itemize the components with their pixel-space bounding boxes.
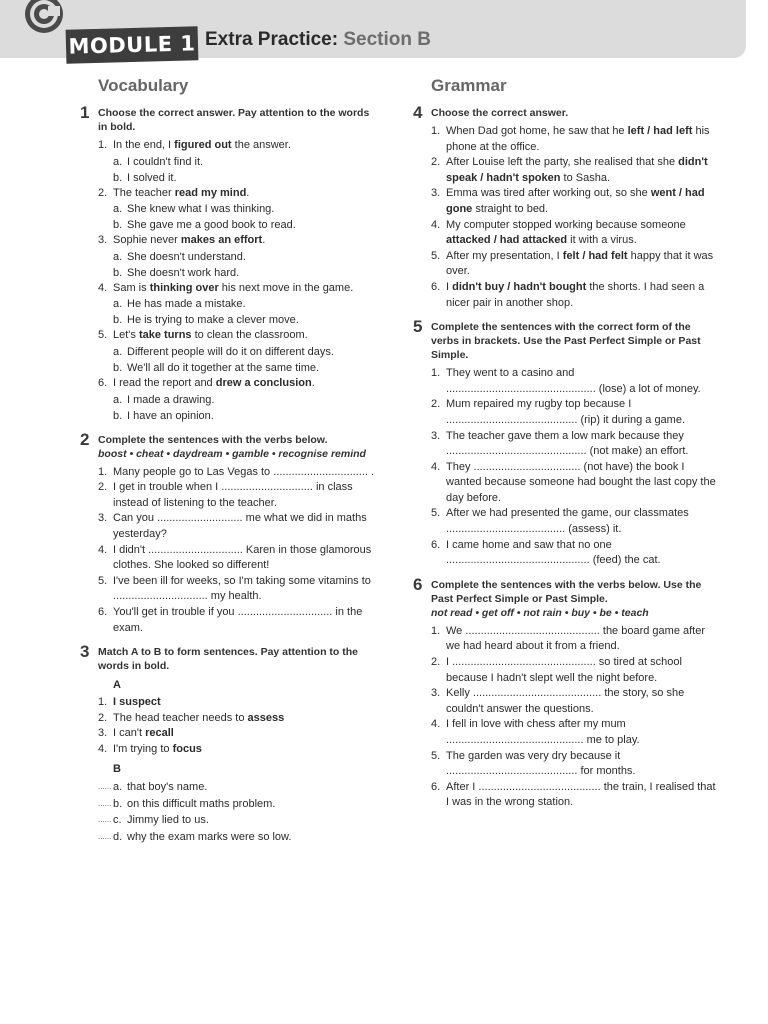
bold-phrase: makes an effort (180, 234, 263, 247)
question-text (446, 249, 718, 280)
question-text-pre: When Dad got home, he saw that he (446, 125, 628, 137)
question-number: 3. (431, 687, 441, 700)
column-a-list (98, 695, 380, 757)
question-row (98, 605, 380, 636)
column-b-item (98, 779, 380, 796)
question-number: 2. (431, 398, 441, 411)
question-row (98, 376, 380, 392)
answer-option-a[interactable] (98, 344, 380, 360)
question-number: 5. (98, 574, 108, 587)
question-text (446, 186, 718, 217)
question-number: 5. (98, 329, 108, 342)
question-text[interactable]: I've been ill for weeks, so I'm taking some vitamins to ............................... my health. (113, 574, 371, 603)
answer-option-b[interactable] (98, 408, 380, 424)
page-title (205, 29, 431, 51)
question-text-post: straight to bed. (472, 202, 549, 215)
bold-phrase: thinking over (149, 281, 219, 294)
question-text[interactable]: Mum repaired my rugby top because I ........................................... (rip) it during a game. (446, 398, 686, 426)
option-letter: a. (113, 345, 123, 358)
item-letter: b. (113, 797, 123, 810)
question-text-pre: After Louise left the party, she realised that she (446, 156, 679, 169)
question-text[interactable]: I ............................................... so tired at school because I hadn't slept well the night before. (446, 656, 682, 684)
option-letter: b. (113, 219, 123, 232)
question-row (431, 249, 718, 280)
question-number: 4. (431, 218, 441, 231)
option-letter: b. (113, 409, 123, 422)
column-b-item (98, 796, 380, 813)
question-number: 3. (431, 429, 441, 442)
question-row (98, 543, 380, 574)
bold-phrase: drew a conclusion (215, 376, 312, 389)
question-row (98, 511, 380, 542)
question-text[interactable]: Many people go to Las Vegas to ............................... . (113, 465, 375, 478)
question-number: 1. (431, 624, 441, 637)
question-text[interactable]: I get in trouble when I .............................. in class instead of listening to the teacher. (113, 481, 353, 509)
question-text[interactable]: Kelly .......................................... the story, so she couldn't answer the questions. (446, 687, 685, 715)
question-number: 3. (431, 187, 441, 200)
exercise-number: 3 (80, 642, 90, 662)
option-text: I couldn't find it. (127, 155, 204, 168)
question-row (431, 538, 718, 569)
option-letter: a. (113, 155, 123, 168)
question-text[interactable]: I didn't ............................... Karen in those glamorous clothes. She looked so different! (113, 543, 372, 572)
question-row (431, 686, 718, 717)
header-band (0, 0, 746, 58)
question-row (431, 124, 718, 155)
module-logo-icon (14, 0, 72, 36)
item-text: that boy's name. (127, 781, 208, 794)
option-letter: a. (113, 203, 123, 216)
question-row (431, 397, 718, 428)
exercise-6-questions (431, 624, 718, 811)
answer-blank[interactable]: ...... (98, 831, 112, 841)
answer-blank[interactable]: ...... (98, 815, 112, 825)
exercise-2 (80, 429, 380, 637)
question-number: 1. (98, 139, 108, 151)
bold-phrase: recall (145, 727, 174, 740)
question-text-post: happy that it was over. (446, 249, 714, 278)
question-text[interactable]: We ............................................ the board game after we had heard about it from a friend. (446, 624, 706, 653)
answer-option-b[interactable] (98, 217, 380, 233)
question-text (446, 124, 718, 155)
page-title-main: Extra Practice: (205, 29, 339, 50)
question-text-post: his next move in the game. (218, 281, 354, 294)
question-text-post: the shorts. I had seen a nicer pair in another shop. (446, 280, 705, 309)
question-row (431, 366, 718, 397)
option-text: I solved it. (127, 171, 177, 184)
question-text (446, 218, 718, 249)
question-text[interactable]: After we had presented the game, our classmates ....................................... (assess) it. (446, 507, 689, 536)
question-text-pre: I (446, 280, 453, 293)
question-row (431, 624, 718, 655)
answer-choice[interactable]: attacked / had attacked (446, 234, 568, 247)
question-number: 1. (431, 125, 441, 137)
item-text (113, 726, 380, 742)
exercise-instruction: Choose the correct answer. Pay attention to the words in bold. (98, 107, 370, 133)
question-text (113, 138, 380, 154)
exercise-number: 5 (413, 317, 423, 337)
vocabulary-column (80, 76, 380, 854)
answer-choice[interactable]: felt / had felt (562, 249, 628, 262)
exercise-instruction: Choose the correct answer. (431, 107, 569, 119)
exercise-3 (80, 642, 380, 845)
item-number: 3. (98, 727, 108, 740)
question-text (446, 280, 718, 311)
question-row (431, 749, 718, 780)
item-number: 1. (98, 696, 108, 709)
exercise-number: 2 (80, 429, 90, 449)
bold-phrase: take turns (138, 329, 192, 342)
item-text-pre: The head teacher needs to (113, 711, 248, 724)
question-text-pre: Emma was tired after working out, so she (446, 187, 651, 200)
exercise-instruction: Match A to B to form sentences. Pay attention to the words in bold. (98, 646, 358, 673)
item-text-pre: I'm trying to (113, 742, 173, 755)
bold-phrase: assess (247, 711, 285, 724)
item-text (113, 742, 380, 758)
question-text-post: . (311, 376, 315, 389)
column-a-item (98, 695, 380, 711)
question-text-post: to clean the classroom. (191, 329, 308, 342)
option-letter: b. (113, 314, 123, 327)
column-a-item (98, 742, 380, 758)
question-text-post: . (246, 186, 250, 199)
bold-phrase: focus (172, 742, 202, 755)
answer-blank[interactable]: ...... (98, 782, 112, 792)
question-row (431, 186, 718, 217)
exercise-instruction: Complete the sentences with the verbs below. (98, 433, 328, 446)
page-title-sub: Section B (343, 29, 431, 50)
question-number: 2. (98, 186, 108, 199)
item-number: 2. (98, 711, 108, 724)
exercise-number: 6 (413, 574, 423, 594)
question-row (431, 460, 718, 507)
question-row (431, 280, 718, 311)
question-text (113, 328, 380, 344)
answer-option-b[interactable] (98, 265, 380, 281)
question-text-post: . (262, 234, 266, 247)
question-number: 6. (431, 538, 441, 551)
question-row (98, 328, 380, 344)
question-number: 3. (98, 234, 108, 247)
question-text-post: his phone at the office. (446, 125, 710, 153)
question-number: 2. (431, 156, 441, 169)
column-a-heading: A (113, 679, 121, 692)
item-text: on this difficult maths problem. (127, 797, 276, 810)
bold-phrase: I suspect (113, 696, 161, 709)
question-row (98, 281, 380, 297)
option-text: I made a drawing. (127, 393, 215, 406)
exercise-1-questions (98, 138, 380, 424)
answer-option-a[interactable] (98, 392, 380, 408)
answer-option-b[interactable] (98, 170, 380, 186)
question-text-pre: The teacher (113, 186, 175, 199)
question-text-pre: My computer stopped working because someone (446, 218, 686, 231)
exercise-number: 4 (413, 103, 423, 122)
option-text: She gave me a good book to read. (127, 219, 296, 232)
question-text[interactable]: The teacher gave them a low mark because they .............................................. (not make) an effort. (446, 429, 689, 458)
answer-option-a[interactable] (98, 296, 380, 312)
question-number: 4. (431, 718, 441, 731)
item-letter: d. (113, 830, 123, 843)
bold-phrase: figured out (174, 139, 232, 151)
question-row (431, 717, 718, 748)
question-text-post: it with a virus. (567, 234, 637, 247)
item-text (113, 711, 380, 727)
answer-choice[interactable]: didn't speak / hadn't spoken (446, 156, 708, 184)
question-row (431, 506, 718, 537)
answer-choice[interactable]: went / had gone (446, 187, 705, 215)
column-b-item (98, 812, 380, 829)
answer-blank[interactable]: ...... (98, 798, 112, 808)
module-badge: MODULE 1 (66, 26, 199, 63)
question-text[interactable]: You'll get in trouble if you ............................... in the exam. (113, 605, 363, 634)
question-number: 5. (431, 249, 441, 262)
question-row (431, 218, 718, 249)
question-text-post: to Sasha. (560, 171, 611, 184)
question-text (113, 186, 380, 202)
answer-option-a[interactable] (98, 201, 380, 217)
word-bank: not read • get off • not rain • buy • be • teach (431, 606, 649, 619)
question-number: 4. (98, 543, 108, 556)
option-text: He is trying to make a clever move. (127, 314, 299, 327)
exercise-instruction: Complete the sentences with the verbs below. Use the Past Perfect Simple or Past Simple. (431, 578, 702, 605)
question-number: 4. (98, 281, 108, 294)
exercise-1 (80, 103, 380, 424)
question-text-pre: I read the report and (113, 376, 216, 389)
exercise-4-questions (431, 124, 718, 311)
question-text (446, 155, 718, 186)
question-text-pre: In the end, I (113, 139, 175, 151)
answer-option-b[interactable] (98, 360, 380, 376)
question-text (113, 281, 380, 297)
question-row (98, 233, 380, 249)
question-text[interactable]: They went to a casino and ................................................. (lose) a lot of money. (446, 367, 701, 395)
question-row (98, 574, 380, 605)
column-a-item (98, 726, 380, 742)
exercise-2-questions (98, 465, 380, 637)
option-letter: b. (113, 171, 123, 184)
exercise-5-questions (431, 366, 718, 569)
question-row (431, 780, 718, 811)
option-text: She doesn't understand. (127, 250, 246, 263)
question-text-post: the answer. (231, 139, 291, 151)
question-number: 6. (431, 280, 441, 293)
question-number: 5. (431, 507, 441, 520)
question-number: 3. (98, 512, 108, 525)
item-text-pre: I can't (113, 727, 146, 740)
option-text: He has made a mistake. (127, 298, 246, 311)
question-text[interactable]: Can you ............................ me what we did in maths yesterday? (113, 512, 367, 540)
bold-phrase: read my mind (174, 186, 247, 199)
answer-choice[interactable]: didn't buy / hadn't bought (452, 280, 587, 293)
option-text: We'll all do it together at the same time. (127, 361, 320, 374)
question-row (431, 655, 718, 686)
option-text: She knew what I was thinking. (127, 203, 275, 216)
option-letter: b. (113, 361, 123, 374)
question-number: 2. (98, 481, 108, 494)
question-number: 4. (431, 460, 441, 473)
item-text (113, 695, 380, 711)
column-b-heading: B (113, 763, 121, 776)
answer-option-a[interactable] (98, 249, 380, 265)
item-letter: c. (113, 814, 122, 827)
question-row (98, 465, 380, 481)
grammar-heading: Grammar (431, 76, 507, 95)
question-text-pre: Sophie never (113, 234, 181, 247)
vocabulary-heading: Vocabulary (98, 76, 189, 95)
question-text[interactable]: I fell in love with chess after my mum ............................................. me to play. (446, 718, 640, 746)
question-text-pre: After my presentation, I (446, 249, 563, 262)
answer-choice[interactable]: left / had left (627, 125, 693, 137)
question-text[interactable]: I came home and saw that no one ............................................... (feed) the cat. (446, 538, 661, 567)
question-row (98, 186, 380, 202)
question-text-pre: Let's (113, 329, 139, 342)
exercise-5 (413, 317, 718, 569)
question-number: 1. (98, 465, 108, 478)
exercise-4 (413, 103, 718, 311)
exercise-number: 1 (80, 103, 90, 122)
question-text[interactable]: They ................................... (not have) the book I wanted because someone had bought the last copy the day before. (446, 460, 716, 504)
word-bank: boost • cheat • daydream • gamble • recognise remind (98, 447, 366, 460)
question-text[interactable]: The garden was very dry because it ........................................... for months. (446, 749, 636, 778)
option-text: Different people will do it on different days. (127, 345, 334, 358)
answer-option-b[interactable] (98, 312, 380, 328)
grammar-column (413, 76, 718, 820)
question-text-pre: Sam is (113, 281, 150, 294)
question-row (431, 429, 718, 460)
option-letter: a. (113, 298, 123, 311)
question-number: 5. (431, 749, 441, 762)
question-text (113, 233, 380, 249)
option-text: She doesn't work hard. (127, 266, 240, 279)
column-a-item (98, 711, 380, 727)
question-number: 6. (98, 605, 108, 618)
question-row (431, 155, 718, 186)
question-text[interactable]: After I ........................................ the train, I realised that I was in the wrong station. (446, 780, 716, 809)
item-text: why the exam marks were so low. (127, 830, 292, 843)
question-text (113, 376, 380, 392)
question-row (98, 138, 380, 154)
item-text: Jimmy lied to us. (127, 814, 209, 827)
option-letter: a. (113, 393, 123, 406)
answer-option-a[interactable] (98, 154, 380, 170)
option-letter: b. (113, 266, 123, 279)
column-b-list (98, 779, 380, 845)
item-letter: a. (113, 781, 123, 794)
question-number: 2. (431, 656, 441, 669)
question-number: 6. (431, 780, 441, 793)
question-row (98, 480, 380, 511)
question-number: 6. (98, 376, 108, 389)
option-text: I have an opinion. (127, 409, 214, 422)
item-number: 4. (98, 742, 108, 755)
exercise-instruction: Complete the sentences with the correct form of the verbs in brackets. Use the Past Perfect Simple or Past Simple. (431, 321, 701, 362)
option-letter: a. (113, 250, 123, 263)
question-number: 1. (431, 367, 441, 380)
column-b-item (98, 829, 380, 846)
exercise-6 (413, 574, 718, 811)
